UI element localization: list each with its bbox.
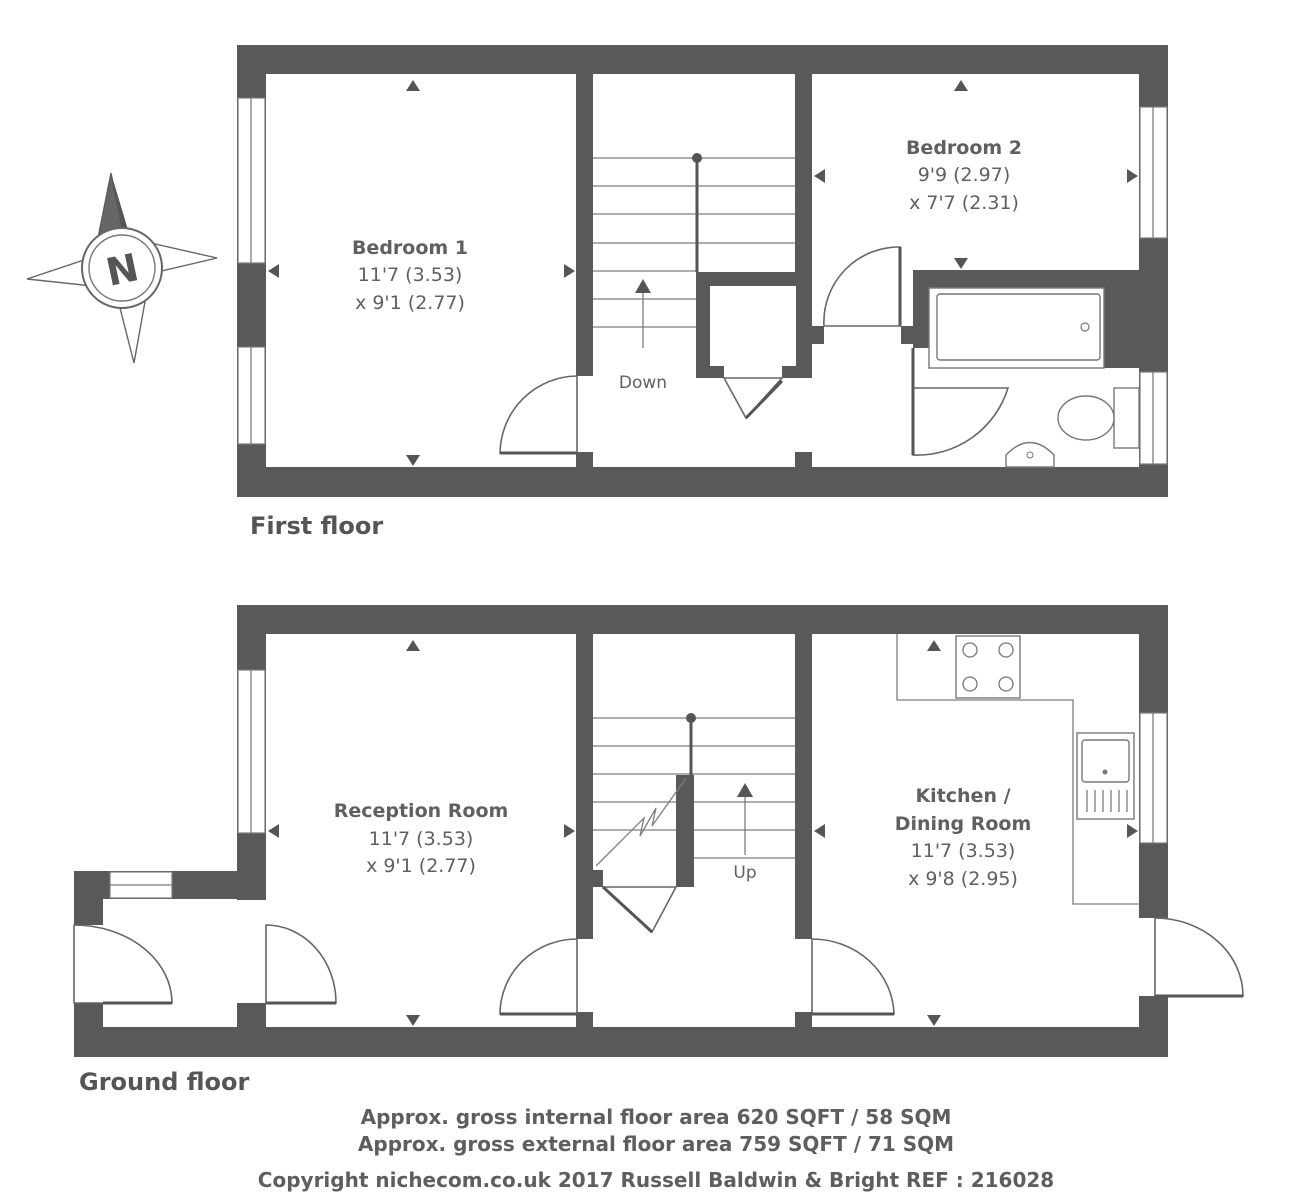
kitchen-back-door[interactable] bbox=[1155, 918, 1243, 996]
ground-floor-plan bbox=[74, 605, 1243, 1057]
compass-rose bbox=[27, 173, 217, 363]
front-door[interactable] bbox=[74, 925, 172, 1003]
bedroom-1-dimension-2: x 9'1 (2.77) bbox=[355, 292, 465, 314]
bedroom-2-name: Bedroom 2 bbox=[905, 137, 1023, 159]
kitchen-name-line-2: Dining Room bbox=[894, 813, 1032, 835]
reception-room-dimension-1: 11'7 (3.53) bbox=[368, 828, 474, 850]
first-floor-stairs bbox=[593, 153, 795, 348]
stairs-down-label: Down bbox=[618, 373, 668, 393]
hob bbox=[956, 636, 1020, 698]
compass-north-letter: N bbox=[102, 245, 143, 295]
internal-area-text: Approx. gross internal floor area 620 SQFT / 58 SQM bbox=[360, 1105, 952, 1129]
bedroom-2-door[interactable] bbox=[824, 247, 900, 326]
bathtub bbox=[929, 288, 1104, 368]
bedroom-1-door[interactable] bbox=[500, 376, 577, 453]
ground-floor-label: Ground floor bbox=[79, 1068, 250, 1096]
toilet bbox=[1058, 388, 1139, 448]
first-floor-label: First floor bbox=[250, 512, 384, 540]
kitchen-dimension-2: x 9'8 (2.95) bbox=[908, 868, 1018, 890]
reception-hall-door[interactable] bbox=[500, 939, 577, 1014]
external-area-text: Approx. gross external floor area 759 SQFT / 71 SQM bbox=[357, 1132, 955, 1156]
reception-room-name: Reception Room bbox=[333, 800, 509, 822]
kitchen-name-line-1: Kitchen / bbox=[915, 785, 1011, 807]
stairs-up-label: Up bbox=[733, 863, 757, 883]
bedroom-2-dimension-2: x 7'7 (2.31) bbox=[909, 192, 1019, 214]
bedroom-1-dimension-1: 11'7 (3.53) bbox=[357, 264, 463, 286]
kitchen-dimension-1: 11'7 (3.53) bbox=[910, 840, 1016, 862]
bathroom-door[interactable] bbox=[913, 388, 1008, 455]
kitchen-sink bbox=[1077, 733, 1134, 819]
bedroom-2-dimension-1: 9'9 (2.97) bbox=[917, 164, 1011, 186]
understairs-cupboard-door[interactable] bbox=[603, 887, 676, 932]
copyright-text: Copyright nichecom.co.uk 2017 Russell Baldwin & Bright REF : 216028 bbox=[257, 1168, 1055, 1192]
basin bbox=[1006, 443, 1054, 468]
kitchen-door[interactable] bbox=[812, 939, 894, 1014]
reception-door[interactable] bbox=[266, 925, 336, 1003]
bedroom-1-name: Bedroom 1 bbox=[351, 237, 469, 259]
reception-room-dimension-2: x 9'1 (2.77) bbox=[366, 855, 476, 877]
